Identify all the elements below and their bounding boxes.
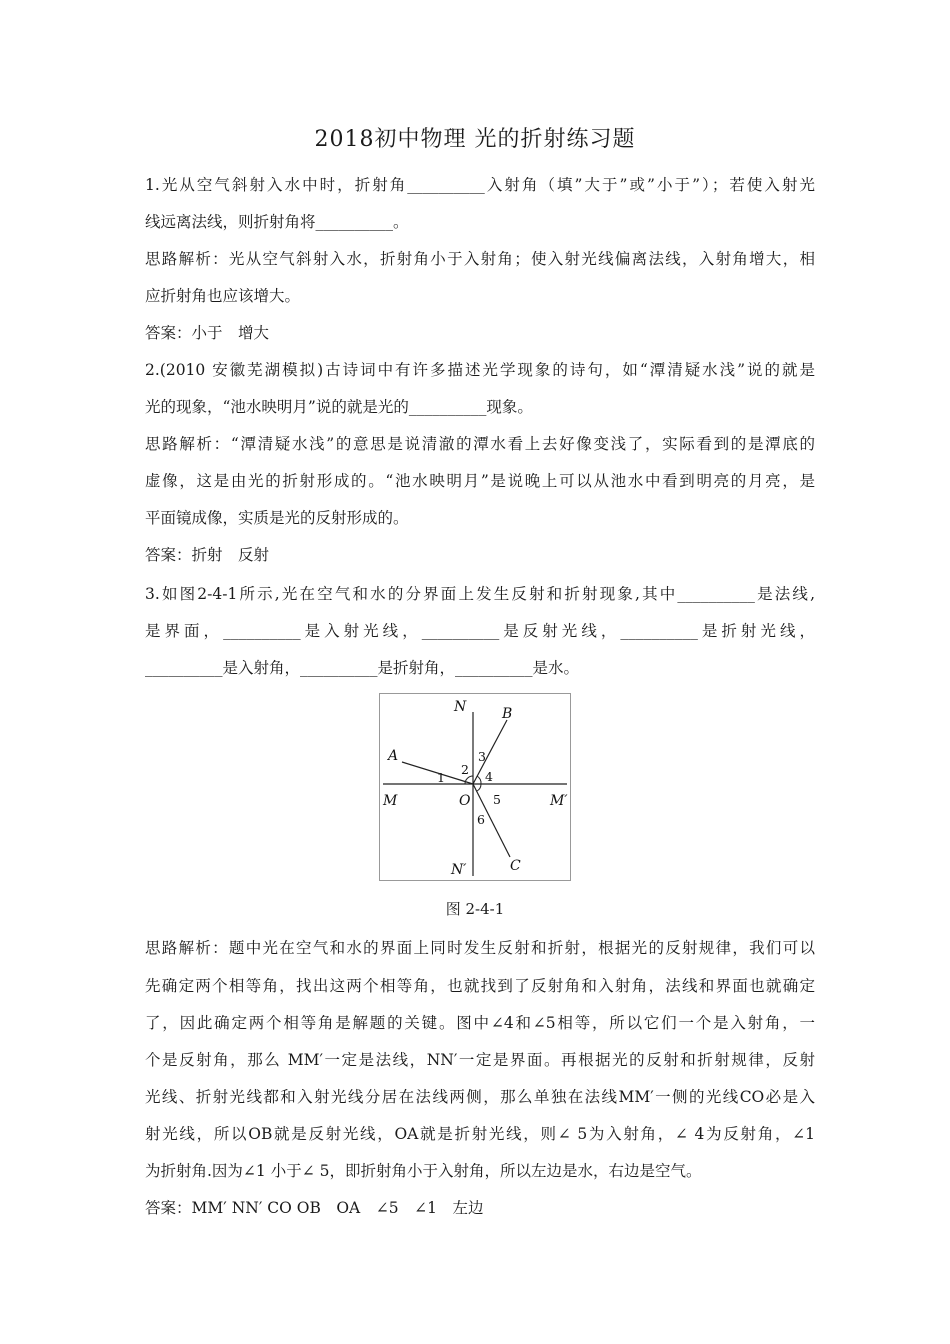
angle-4-arc (477, 776, 481, 784)
refraction-diagram (380, 694, 570, 880)
q3-analysis-4: 个是反射角，那么 MM′一定是法线，NN′一定是界面。再根据光的反射和折射规律，反射 (145, 1051, 815, 1069)
q3-analysis-2: 先确定两个相等角，找出这两个相等角，也就找到了反射角和入射角，法线和界面也就确定 (145, 977, 815, 995)
q3-analysis-3: 了，因此确定两个相等角是解题的关键。图中∠4和∠5相等，所以它们一个是入射角，一 (145, 1014, 815, 1032)
page-title: 2018初中物理 光的折射练习题 (314, 127, 636, 152)
label-B: B (502, 706, 513, 722)
angle-label-4: 4 (485, 769, 493, 784)
q3-analysis-1: 思路解析：题中光在空气和水的界面上同时发生反射和折射，根据光的反射规律，我们可以 (145, 939, 815, 957)
label-M: M (383, 793, 398, 809)
q2-analysis-3: 平面镜成像，实质是光的反射形成的。 (145, 509, 409, 527)
q3-analysis-5: 光线、折射光线都和入射光线分居在法线两侧，那么单独在法线MM′一侧的光线CO必是入 (145, 1088, 815, 1106)
angle-label-1: 1 (437, 770, 445, 785)
q1-analysis-1: 思路解析：光从空气斜射入水，折射角小于入射角；使入射光线偏离法线，入射角增大，相 (145, 250, 815, 268)
q2-answer: 答案：折射 反射 (145, 546, 270, 564)
q3-answer: 答案：MM′ NN′ CO OB OA ∠5 ∠1 左边 (145, 1199, 484, 1217)
label-N-prime: N′ (451, 862, 467, 878)
angle-5-arc (477, 784, 481, 791)
angle-label-6: 6 (477, 812, 485, 827)
q1-analysis-2: 应折射角也应该增大。 (145, 287, 301, 305)
label-N: N (454, 699, 467, 715)
angle-label-3: 3 (478, 749, 486, 764)
label-A: A (388, 748, 399, 764)
q2-analysis-2: 虚像，这是由光的折射形成的。“池水映明月”是说晚上可以从池水中看到明亮的月亮，是 (145, 472, 815, 490)
q2-analysis-1: 思路解析：“潭清疑水浅”的意思是说清澈的潭水看上去好像变浅了，实际看到的是潭底的 (145, 435, 815, 453)
label-M-prime: M′ (550, 793, 568, 809)
q3-analysis-6: 射光线，所以OB就是反射光线，OA就是折射光线，则∠ 5为入射角，∠ 4为反射角，∠1 (145, 1125, 815, 1143)
label-C: C (510, 858, 521, 874)
q3-analysis-7: 为折射角.因为∠1 小于∠ 5，即折射角小于入射角，所以左边是水，右边是空气。 (145, 1162, 702, 1180)
angle-label-5: 5 (493, 792, 501, 807)
angle-label-2: 2 (461, 762, 469, 777)
q3-line-1: 3.如图2-4-1所示,光在空气和水的分界面上发生反射和折射现象,其中__________是法线, (145, 585, 815, 603)
q3-line-2: 是界面，__________是入射光线，__________是反射光线，__________是折射光线， (145, 622, 815, 640)
q3-line-3: __________是入射角，__________是折射角，__________是水。 (145, 659, 580, 677)
figure-caption: 图 2-4-1 (445, 900, 505, 918)
refraction-figure (379, 693, 571, 881)
q1-line-1: 1.光从空气斜射入水中时，折射角__________入射角（填”大于”或”小于”）；若使入射光 (145, 176, 815, 194)
q1-answer: 答案：小于 增大 (145, 324, 270, 342)
q2-line-1: 2.(2010 安徽芜湖模拟)古诗词中有许多描述光学现象的诗句，如“潭清疑水浅”说的就是 (145, 361, 815, 379)
q2-line-2: 光的现象，“池水映明月”说的就是光的__________现象。 (145, 398, 533, 416)
label-O: O (459, 793, 471, 809)
q1-line-2: 线远离法线，则折射角将__________。 (145, 213, 409, 231)
